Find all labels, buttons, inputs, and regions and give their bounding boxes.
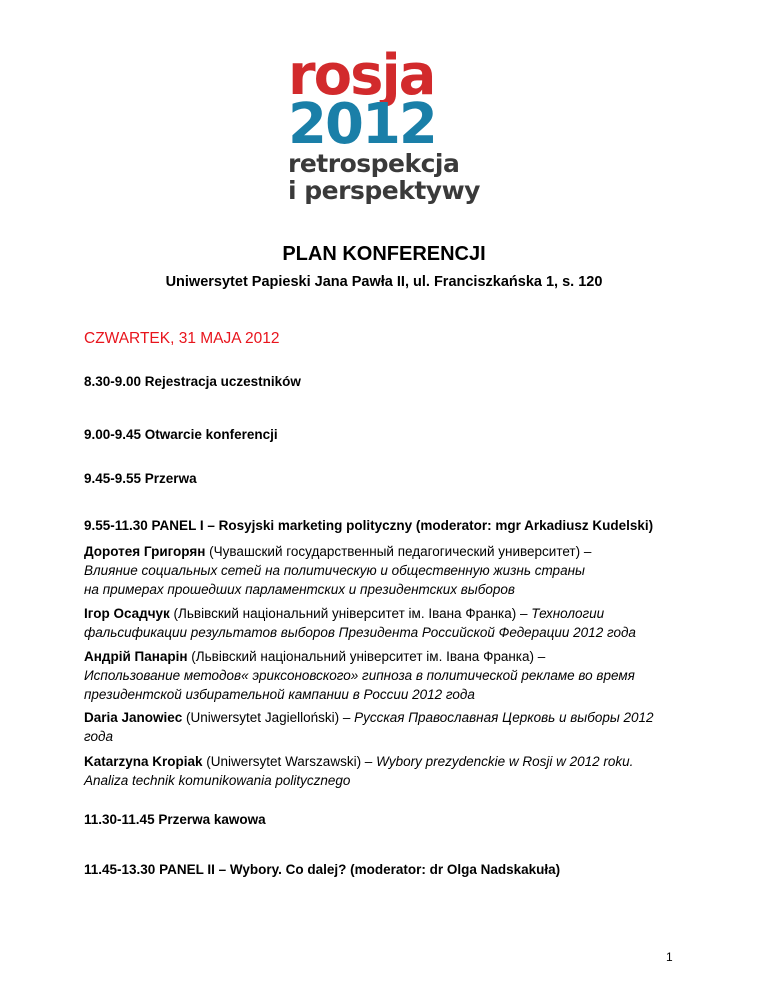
schedule-item-registration: 8.30-9.00 Rejestracja uczestników	[84, 374, 301, 389]
talk-speaker: Андрій Панарін	[84, 649, 188, 664]
talk-title-cont: Analiza technik komunikowania politycznego	[84, 773, 351, 788]
schedule-item-coffee-break: 11.30-11.45 Przerwa kawowa	[84, 812, 266, 827]
schedule-item-panel-2: 11.45-13.30 PANEL II – Wybory. Co dalej? (moderator: dr Olga Nadskakuła)	[84, 862, 561, 877]
talk-title: Технологии	[531, 606, 605, 621]
schedule-item-panel-1: 9.55-11.30 PANEL I – Rosyjski marketing polityczny (moderator: mgr Arkadiusz Kudelski)	[84, 518, 654, 533]
talk-title-cont: года	[84, 729, 113, 744]
talk-title: Использование методов« эриксоновского» гипноза в политической рекламе во время	[84, 668, 635, 683]
page-number: 1	[666, 950, 673, 964]
logo-line-perspektywy: i perspektywy	[288, 176, 480, 205]
talk-entry	[84, 604, 684, 642]
talk-affiliation: (Uniwersytet Warszawski) –	[202, 754, 377, 769]
talk-affiliation: (Чувашский государственный педагогический университет) –	[205, 544, 592, 559]
day-heading: CZWARTEK, 31 MAJA 2012	[84, 330, 280, 347]
schedule-item-opening: 9.00-9.45 Otwarcie konferencji	[84, 427, 278, 442]
talk-title: Wybory prezydenckie w Rosji w 2012 roku.	[376, 754, 634, 769]
logo-line-retrospekcja: retrospekcja	[288, 149, 460, 178]
talk-speaker: Ігор Осадчук	[84, 606, 170, 621]
logo-line-year: 2012	[288, 92, 436, 157]
talk-entry	[84, 752, 684, 790]
venue: Uniwersytet Papieski Jana Pawła II, ul. Franciszkańska 1, s. 120	[165, 274, 603, 290]
talk-affiliation: (Uniwersytet Jagielloński) –	[182, 710, 355, 725]
talk-title-cont: президентской избирательной кампании в России 2012 года	[84, 687, 475, 702]
conference-logo	[0, 43, 768, 205]
talk-speaker: Katarzyna Kropiak	[84, 754, 203, 769]
schedule-item-break: 9.45-9.55 Przerwa	[84, 471, 197, 486]
talk-speaker: Daria Janowiec	[84, 710, 183, 725]
talk-entry	[84, 647, 684, 704]
talk-entry	[84, 542, 684, 599]
page-title: PLAN KONFERENCJI	[282, 243, 486, 265]
talk-title: Влияние социальных сетей на политическую и общественную жизнь страны	[84, 563, 585, 578]
talk-entry	[84, 708, 684, 746]
talk-title: Русская Православная Церковь и выборы 2012	[354, 710, 654, 725]
talk-affiliation: (Львівский національний університет ім. Івана Франка) –	[187, 649, 546, 664]
talk-speaker: Доротея Григорян	[84, 544, 206, 559]
talk-title-cont: фальсификации результатов выборов Президента Российской Федерации 2012 года	[84, 625, 636, 640]
talk-affiliation: (Львівский національний університет ім. Івана Франка) –	[169, 606, 532, 621]
talk-title-cont: на примерах прошедших парламентских и президентских выборов	[84, 582, 515, 597]
logo-line-rosja: rosja	[288, 43, 435, 108]
